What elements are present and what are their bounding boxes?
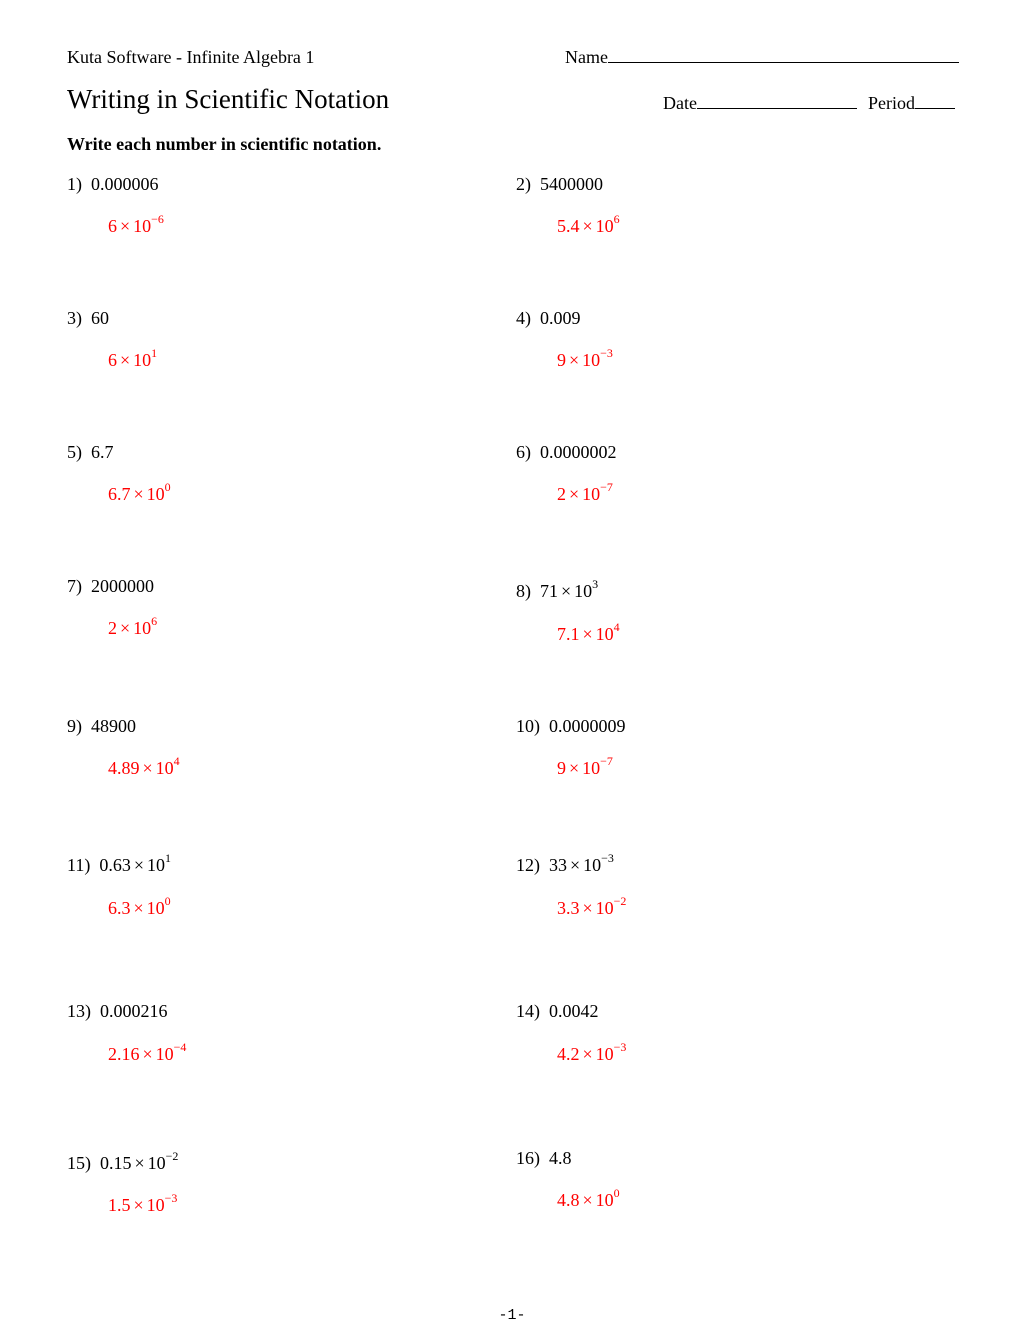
times-symbol: × [569,484,580,504]
problem-value: 0.0042 [549,1001,599,1021]
times-symbol: × [120,216,131,236]
base-ten: 10 [595,624,614,644]
problem-exponent: 3 [592,577,599,591]
problem-number: 6) [516,442,531,462]
base-ten: 10 [146,898,165,918]
answer-9 [108,754,180,779]
times-symbol: × [120,350,131,370]
base-ten: 10 [155,1044,174,1064]
answer-exponent: −3 [613,1040,627,1054]
problem-number: 2) [516,174,531,194]
instructions: Write each number in scientific notation. [67,134,382,154]
problem-exponent: −3 [601,851,614,865]
times-symbol: × [582,898,593,918]
problem-number: 10) [516,716,540,736]
answer-coefficient: 7.1 [557,624,580,644]
answer-exponent: −4 [173,1040,187,1054]
problem-number: 15) [67,1153,91,1173]
problem-3 [67,308,109,329]
base-ten: 10 [583,855,602,875]
answer-exponent: 6 [613,212,620,226]
answer-coefficient: 4.89 [108,758,140,778]
problem-4 [516,308,581,329]
base-ten: 10 [574,581,593,601]
problem-number: 7) [67,576,82,596]
problem-12 [516,851,614,876]
problem-value: 0.000216 [100,1001,168,1021]
base-ten: 10 [133,618,152,638]
answer-exponent: 4 [613,620,620,634]
date-label: Date [663,93,697,113]
problem-exponent: 1 [164,851,171,865]
problem-5 [67,442,114,463]
answer-coefficient: 9 [557,758,566,778]
base-ten: 10 [582,350,601,370]
problem-number: 13) [67,1001,91,1021]
answer-coefficient: 1.5 [108,1195,131,1215]
times-symbol: × [142,758,153,778]
times-symbol: × [582,1044,593,1064]
base-ten: 10 [595,1190,614,1210]
times-symbol: × [120,618,131,638]
base-ten: 10 [146,484,165,504]
problem-9 [67,716,136,737]
name-field [565,47,959,68]
problem-number: 9) [67,716,82,736]
problem-value: 60 [91,308,109,328]
times-symbol: × [133,855,144,875]
base-ten: 10 [147,1153,166,1173]
problem-value: 0.0000002 [540,442,617,462]
period-label: Period [867,93,915,113]
problem-value: 0.0000009 [549,716,626,736]
answer-coefficient: 5.4 [557,216,580,236]
times-symbol: × [133,1195,144,1215]
answer-16 [557,1186,620,1211]
times-symbol: × [569,758,580,778]
answer-exponent: −7 [600,754,613,768]
answer-exponent: −7 [600,480,613,494]
period-blank-line [915,94,955,109]
times-symbol: × [133,898,144,918]
times-symbol: × [142,1044,153,1064]
problem-number: 1) [67,174,82,194]
problem-10 [516,716,626,737]
problem-14 [516,1001,599,1022]
times-symbol: × [582,216,593,236]
answer-coefficient: 2 [557,484,566,504]
problem-15 [67,1149,179,1174]
answer-2 [557,212,620,237]
problem-value: 48900 [91,716,136,736]
answer-coefficient: 4.2 [557,1044,580,1064]
problem-number: 3) [67,308,82,328]
problem-value: 5400000 [540,174,603,194]
base-ten: 10 [133,350,152,370]
problem-exponent: −2 [165,1149,179,1163]
answer-13 [108,1040,187,1065]
times-symbol: × [134,1153,145,1173]
answer-4 [557,346,613,371]
base-ten: 10 [595,1044,614,1064]
problem-8 [516,577,599,602]
times-symbol: × [561,581,572,601]
base-ten: 10 [582,758,601,778]
times-symbol: × [569,350,580,370]
answer-coefficient: 6.7 [108,484,131,504]
problem-6 [516,442,617,463]
answer-exponent: 0 [164,480,171,494]
problem-number: 16) [516,1148,540,1168]
answer-coefficient: 6 [108,216,117,236]
problem-coefficient: 71 [540,581,558,601]
problem-value: 2000000 [91,576,154,596]
answer-3 [108,346,158,371]
answer-coefficient: 9 [557,350,566,370]
answer-1 [108,212,164,237]
answer-coefficient: 6 [108,350,117,370]
problem-1 [67,174,159,195]
problem-value: 4.8 [549,1148,572,1168]
page-number: -1- [498,1307,526,1324]
problem-number: 5) [67,442,82,462]
answer-exponent: −6 [151,212,164,226]
answer-exponent: 6 [151,614,158,628]
name-blank-line [608,48,959,63]
answer-5 [108,480,171,505]
problem-7 [67,576,154,597]
times-symbol: × [570,855,581,875]
times-symbol: × [133,484,144,504]
problem-number: 12) [516,855,540,875]
answer-exponent: 0 [613,1186,620,1200]
answer-exponent: −2 [613,894,627,908]
problem-value: 0.009 [540,308,581,328]
problem-11 [67,851,171,876]
problem-13 [67,1001,168,1022]
answer-12 [557,894,627,919]
problem-number: 11) [67,855,91,875]
publisher-label: Kuta Software - Infinite Algebra 1 [67,47,315,67]
base-ten: 10 [146,1195,165,1215]
base-ten: 10 [582,484,601,504]
answer-coefficient: 2 [108,618,117,638]
times-symbol: × [582,1190,593,1210]
answer-exponent: 0 [164,894,171,908]
base-ten: 10 [155,758,174,778]
base-ten: 10 [595,898,614,918]
problem-16 [516,1148,572,1169]
answer-6 [557,480,613,505]
answer-7 [108,614,158,639]
answer-coefficient: 2.16 [108,1044,140,1064]
answer-15 [108,1191,178,1216]
problem-coefficient: 0.63 [99,855,131,875]
problem-value: 6.7 [91,442,114,462]
answer-exponent: −3 [600,346,613,360]
date-period-field [663,93,955,114]
base-ten: 10 [146,855,165,875]
answer-14 [557,1040,627,1065]
times-symbol: × [582,624,593,644]
problem-number: 14) [516,1001,540,1021]
page-title: Writing in Scientific Notation [67,84,390,114]
answer-8 [557,620,620,645]
answer-coefficient: 3.3 [557,898,580,918]
problem-value: 0.000006 [91,174,159,194]
base-ten: 10 [595,216,614,236]
problem-coefficient: 33 [549,855,567,875]
answer-exponent: −3 [164,1191,178,1205]
base-ten: 10 [133,216,152,236]
answer-coefficient: 6.3 [108,898,131,918]
problem-number: 4) [516,308,531,328]
problem-2 [516,174,603,195]
date-blank-line [697,94,857,109]
problem-coefficient: 0.15 [100,1153,132,1173]
answer-coefficient: 4.8 [557,1190,580,1210]
answer-10 [557,754,613,779]
answer-exponent: 4 [173,754,180,768]
answer-exponent: 1 [151,346,158,360]
name-label: Name [565,47,608,67]
problem-number: 8) [516,581,531,601]
answer-11 [108,894,171,919]
